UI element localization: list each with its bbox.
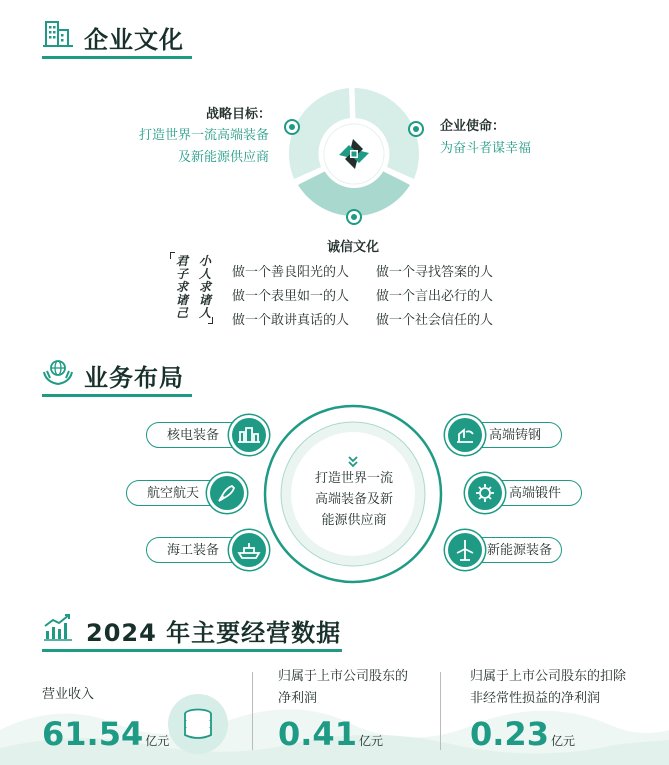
stat-divider bbox=[440, 672, 441, 750]
integrity-item: 做一个言出必行的人 bbox=[376, 289, 494, 304]
building-icon bbox=[42, 18, 74, 50]
section-title-business: 业务布局 bbox=[84, 364, 184, 392]
rocket-icon bbox=[210, 476, 244, 510]
business-high-end-cast-steel: 高端铸钢 bbox=[452, 422, 562, 448]
ship-icon bbox=[232, 533, 266, 567]
motto-left: 君子求诸己 bbox=[176, 254, 189, 320]
casting-icon bbox=[448, 418, 482, 452]
revenue-value: 61.54 亿元 bbox=[42, 715, 170, 753]
hands-unity-icon bbox=[333, 133, 375, 175]
section-title-data: 2024 年主要经营数据 bbox=[86, 619, 342, 647]
section-underline bbox=[42, 394, 192, 397]
growth-chart-icon bbox=[42, 611, 74, 643]
integrity-item: 做一个寻找答案的人 bbox=[376, 265, 494, 280]
motto-right: 小人求诸人 bbox=[199, 254, 212, 320]
stat-divider bbox=[252, 672, 253, 750]
revenue-label: 营业收入 bbox=[42, 687, 95, 702]
net-profit-label: 归属于上市公司股东的 净利润 bbox=[278, 669, 409, 706]
section-underline bbox=[42, 56, 192, 59]
net-profit-value: 0.41 亿元 bbox=[278, 715, 383, 753]
business-new-energy-equipment: 新能源装备 bbox=[452, 537, 562, 563]
mission-title: 企业使命： bbox=[440, 119, 506, 134]
integrity-item: 做一个敢讲真话的人 bbox=[232, 313, 350, 328]
coins-icon bbox=[168, 694, 228, 754]
business-offshore-equipment: 海工装备 bbox=[146, 537, 254, 563]
globe-hands-icon bbox=[42, 356, 74, 388]
business-nuclear-equipment: 核电装备 bbox=[146, 422, 254, 448]
integrity-item: 做一个善良阳光的人 bbox=[232, 265, 350, 280]
strategy-line2: 及新能源供应商 bbox=[178, 150, 270, 165]
business-center-text: 打造世界一流 高端装备及新 能源供应商 bbox=[314, 471, 393, 528]
strategy-title: 战略目标： bbox=[206, 107, 272, 122]
mission-icon bbox=[408, 121, 424, 137]
integrity-item: 做一个表里如一的人 bbox=[232, 289, 350, 304]
business-aerospace: 航空航天 bbox=[126, 480, 234, 506]
integrity-title: 诚信文化 bbox=[327, 240, 380, 255]
handshake-icon bbox=[346, 209, 362, 225]
wind-turbine-icon bbox=[448, 533, 482, 567]
target-icon bbox=[284, 119, 300, 135]
nuclear-plant-icon bbox=[232, 418, 266, 452]
section-underline bbox=[42, 649, 342, 652]
strategy-line1: 打造世界一流高端装备 bbox=[139, 128, 270, 143]
section-title-culture: 企业文化 bbox=[84, 26, 184, 54]
adjusted-profit-value: 0.23 亿元 bbox=[470, 715, 575, 753]
gear-icon bbox=[468, 476, 502, 510]
integrity-item: 做一个社会信任的人 bbox=[376, 313, 494, 328]
business-high-end-forgings: 高端锻件 bbox=[472, 480, 582, 506]
mission-text: 为奋斗者谋幸福 bbox=[440, 141, 532, 156]
adjusted-profit-label: 归属于上市公司股东的扣除 非经常性损益的净利润 bbox=[470, 669, 627, 706]
